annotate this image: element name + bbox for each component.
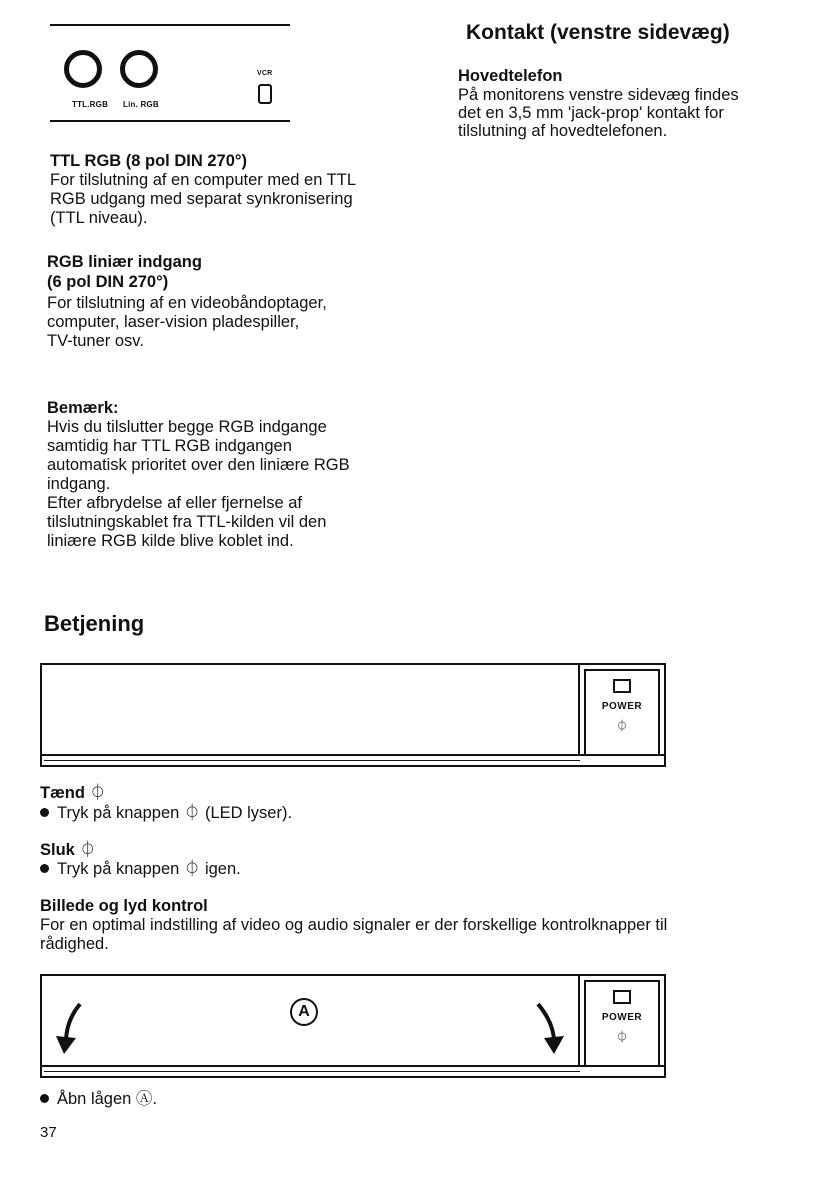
note-line-4: indgang. [47,475,111,493]
door-marker-a: A [290,998,318,1026]
kontakt-line-1: På monitorens venstre sidevæg findes [458,86,739,104]
arrow-right-icon [532,998,572,1058]
note-heading: Bemærk: [47,399,119,417]
power-symbol-icon: ⏀ [79,841,96,859]
arrow-left-icon [50,998,90,1058]
rgb-line-2: computer, laser-vision pladespiller, [47,313,300,331]
kontakt-title: Kontakt (venstre sidevæg) [466,21,730,44]
kontakt-subheading: Hovedtelefon [458,67,563,85]
bullet-icon [40,864,49,873]
note-line-3: automatisk prioritet over den liniære RGB [47,456,350,474]
power-symbol-icon: ⏀ [89,784,107,802]
kontakt-line-2: det en 3,5 mm 'jack-prop' kontakt for [458,104,724,122]
power-led-icon [613,990,631,1004]
billede-line-1: For en optimal indstilling af video og audio signaler er der forskellige kontrolknapper til [40,916,668,934]
power-symbol-icon: ⏀ [615,719,628,733]
lin-socket-label: Lin. RGB [123,100,159,109]
page-number: 37 [40,1124,57,1141]
rgb-line-3: TV-tuner osv. [47,332,144,350]
rgb-heading-2: (6 pol DIN 270°) [47,273,169,291]
ttl-rgb-socket-icon [64,50,102,88]
power-symbol-icon: ⏀ [615,1030,628,1044]
note-line-2: samtidig har TTL RGB indgangen [47,437,292,455]
monitor-front-panel-door [40,974,666,1078]
ttl-line-1: For tilslutning af en computer med en TTL [50,171,357,189]
vcr-label: VCR [257,70,273,77]
kontakt-line-3: tilslutning af hovedtelefonen. [458,122,668,140]
note-line-1: Hvis du tilslutter begge RGB indgange [47,418,327,436]
diagram-top-rule [50,24,290,26]
note-line-7: liniære RGB kilde blive koblet ind. [47,532,294,550]
billede-heading: Billede og lyd kontrol [40,897,208,915]
diagram-bottom-rule [50,120,290,122]
power-led-icon [613,679,631,693]
rgb-line-1: For tilslutning af en videobåndoptager, [47,294,327,312]
sluk-heading: Sluk [40,841,75,859]
taend-instruction: Tryk på knappen ⏀ (LED lyser). [40,804,292,823]
monitor-front-panel [40,663,666,767]
sluk-heading-row [40,841,96,860]
ttl-line-3: (TTL niveau). [50,209,148,227]
bullet-icon [40,1094,49,1103]
lin-rgb-socket-icon [120,50,158,88]
ttl-line-2: RGB udgang med separat synkronisering [50,190,353,208]
vcr-switch-icon [258,84,272,104]
ttl-socket-label: TTL.RGB [72,100,109,109]
taend-heading-row [40,784,106,803]
ttl-heading: TTL RGB (8 pol DIN 270°) [50,152,247,170]
sluk-instruction: Tryk på knappen ⏀ igen. [40,860,241,879]
note-line-6: tilslutningskablet fra TTL-kilden vil den [47,513,327,531]
power-label: POWER [601,1012,643,1023]
note-line-5: Efter afbrydelse af eller fjernelse af [47,494,302,512]
power-label: POWER [601,701,643,712]
betjening-title: Betjening [44,611,145,636]
rgb-heading-1: RGB liniær indgang [47,253,202,271]
billede-line-2: rådighed. [40,935,109,953]
taend-heading: Tænd [40,784,85,802]
open-door-instruction: Åbn lågen Ⓐ. [40,1090,157,1109]
bullet-icon [40,808,49,817]
